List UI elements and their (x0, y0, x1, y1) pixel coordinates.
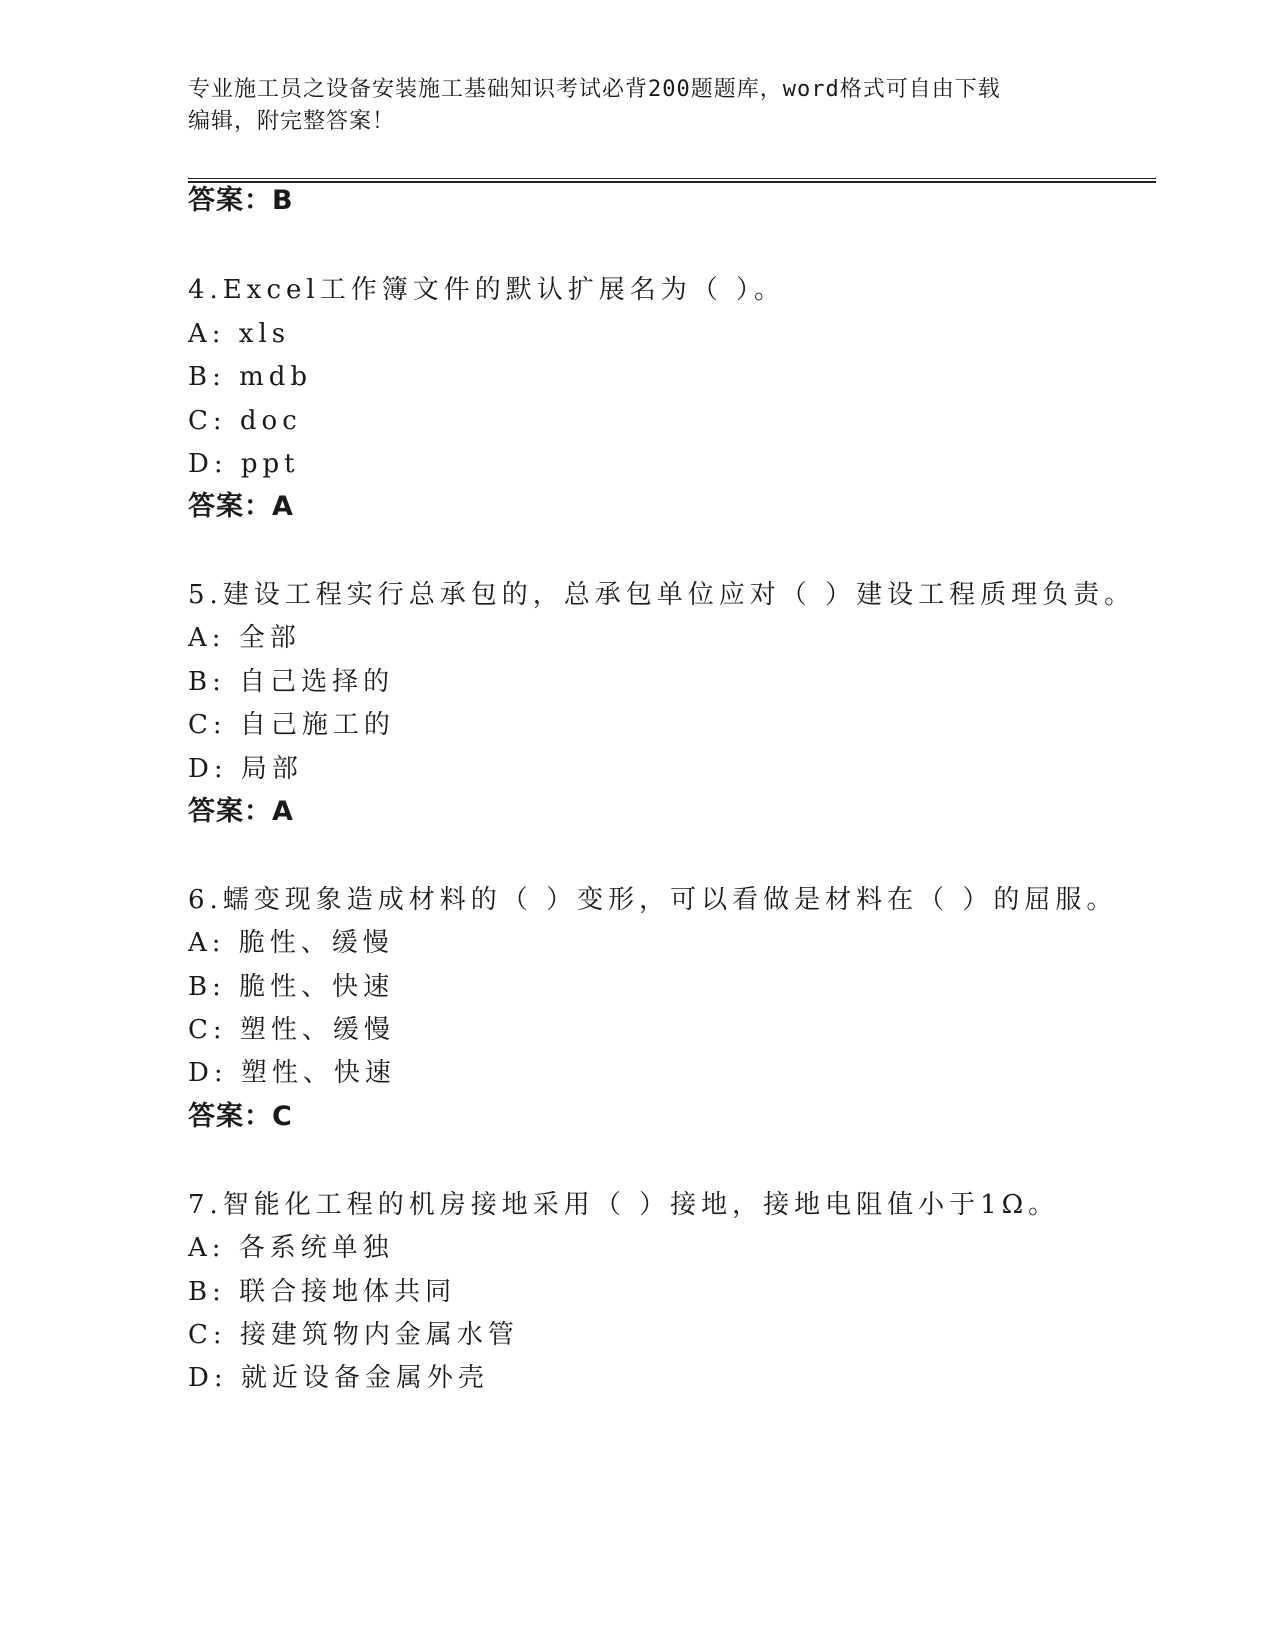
question-5-option-c: C: 自己施工的 (188, 710, 395, 740)
question-5-option-a: A: 全部 (188, 623, 301, 653)
question-7-stem: 7.智能化工程的机房接地采用（ ）接地，接地电阻值小于1Ω。 (188, 1190, 1060, 1220)
document-header (188, 74, 1068, 138)
question-4-option-c: C: doc (188, 406, 302, 436)
question-4-option-d: D: ppt (188, 449, 300, 479)
question-6-answer: 答案：C (188, 1101, 293, 1132)
header-line-1: 专业施工员之设备安装施工基础知识考试必背200题题库，word格式可自由下载 (188, 77, 1001, 102)
header-divider (188, 178, 1156, 183)
question-7-option-d: D: 就近设备金属外壳 (188, 1363, 489, 1393)
question-5-stem: 5.建设工程实行总承包的，总承包单位应对（ ）建设工程质理负责。 (188, 580, 1136, 610)
question-4-stem: 4.Excel工作簿文件的默认扩展名为（ ）。 (188, 275, 785, 305)
question-6-option-d: D: 塑性、快速 (188, 1058, 396, 1088)
question-6-option-c: C: 塑性、缓慢 (188, 1015, 395, 1045)
question-7-option-c: C: 接建筑物内金属水管 (188, 1320, 519, 1350)
question-6-option-a: A: 脆性、缓慢 (188, 928, 394, 958)
header-line-2: 编辑，附完整答案！ (188, 109, 396, 134)
answer-prev: 答案：B (188, 185, 294, 216)
question-7-option-a: A: 各系统单独 (188, 1233, 394, 1263)
question-4-option-b: B: mdb (188, 362, 313, 392)
question-4-answer: 答案：A (188, 491, 294, 522)
question-5-option-b: B: 自己选择的 (188, 667, 395, 697)
question-6-option-b: B: 脆性、快速 (188, 972, 395, 1002)
question-5-answer: 答案：A (188, 796, 294, 827)
question-6-stem: 6.蠕变现象造成材料的（ ）变形，可以看做是材料在（ ）的屈服。 (188, 885, 1118, 915)
question-5-option-d: D: 局部 (188, 754, 303, 784)
question-4-option-a: A: xls (188, 319, 291, 349)
question-7-option-b: B: 联合接地体共同 (188, 1277, 457, 1307)
